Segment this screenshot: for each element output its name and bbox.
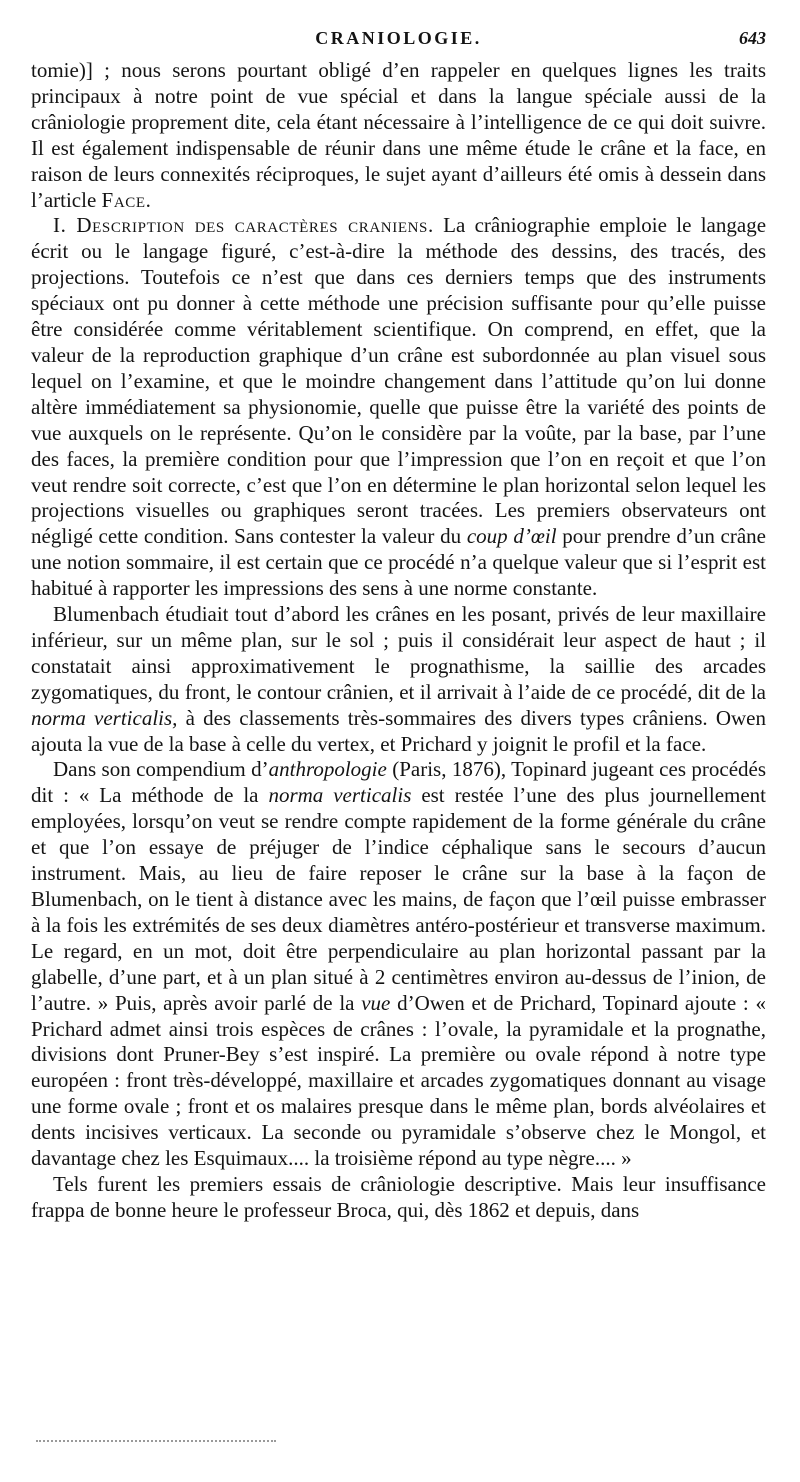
paragraph-broca [31,1172,766,1224]
paragraph-continuation [31,58,766,213]
paragraph-text: La crâniographie emploie le langage écrit ou le langage figuré, c’est-à-dire la méthode des dessins, des tracés, des projections. Toutefois ce n’est que dans ces derniers temps que des instruments spéciaux ont pu donner à cette méthode une précision suffisante pour qu’elle puisse être considérée comme véritablement scientifique. On comprend, en effet, que la valeur de la reproduction graphique d’un crâne est subordonnée au plan visuel sous lequel on l’examine, et que le moindre changement dans l’attitude qu’on lui donne altère immédiatement sa physionomie, quelle que puisse être la variété des points de vue auxquels on le représente. Qu’on le considère par la voûte, par la base, par l’une des faces, la première condition pour que l’impression que l’on en reçoit et que l’on veut rendre soit correcte, c’est que l’on en détermine le plan horizontal selon lequel les projections visuelles ou graphiques seront tracées. Les premiers observateurs ont négligé cette condition. Sans contester la valeur du [31,213,767,549]
body-text [31,58,766,1224]
emphasis-text: coup d’œil [466,524,557,549]
paragraph-text: pour prendre d’un crâne une notion sommaire, il est certain que ce procédé n’a quelque valeur que si l’esprit est habitué à rapporter les impressions des sens à une norme constante. [31,524,766,601]
running-header [31,28,766,58]
footer-rule [36,1440,276,1442]
paragraph-text: Dans son compendium d’ [53,757,269,782]
paragraph-text: tomie)] ; nous serons pourtant obligé d’en rappeler en quelques lignes les traits principaux à notre point de vue spécial et dans la langue spéciale aussi de la crâniologie proprement dite, cela étant nécessaire à l’intelligence de ce qui doit suivre. Il est également indispensable de réunir dans une même étude le crâne et la face, en raison de leurs connexités réciproques, le sujet ayant d’ailleurs été omis à dessein dans l’article [31,58,766,212]
emphasis-text: norma verticalis, [31,705,178,730]
section-heading: I. Description des caractères craniens. [53,213,434,238]
paragraph-text: à des classements très-sommaires des divers types crâniens. Owen ajouta la vue de la base à celle du vertex, et Prichard y joignit le profil et la face. [31,705,767,756]
page-number: 643 [739,28,766,48]
emphasis-text: norma verticalis [268,783,412,808]
punctuation: . [145,187,151,212]
emphasis-text: vue [361,990,391,1015]
paragraph-blumenbach [31,602,766,757]
paragraph-text: est restée l’une des plus journellement employées, lorsqu’on veut se rendre compte rapidement de la forme générale du crâne et que l’on essaye de préjuger de l’indice céphalique sans le secours d’aucun instrument. Mais, au lieu de faire reposer le crâne sur la base à la façon de Blumenbach, on le tient à distance avec les mains, de façon que l’œil puisse embrasser à la fois les extrémités de ses deux diamètres antéro-postérieur et transverse maximum. Le regard, en un mot, doit être perpendiculaire au plan horizontal passant par la glabelle, d’une part, et à un plan situé à 2 centimètres environ au-dessus de l’inion, de l’autre. » Puis, après avoir parlé de la [31,783,767,1015]
paragraph-text: Blumenbach étudiait tout d’abord les crânes en les posant, privés de leur maxillaire inférieur, sur un même plan, sur le sol ; puis il considérait leur aspect de haut ; il constatait ainsi approximativement le prognathisme, la saillie des arcades zygomatiques, du front, le contour crânien, et il arrivait à l’aide de ce procédé, dit de la [31,602,766,704]
paragraph-text: Tels furent les premiers essais de crâniologie descriptive. Mais leur insuffisance frappa de bonne heure le professeur Broca, qui, dès 1862 et depuis, dans [31,1171,766,1222]
paragraph-description [31,213,766,602]
article-reference: Face [101,187,146,212]
running-title: CRANIOLOGIE. [315,28,482,48]
paragraph-text: d’Owen et de Prichard, Topinard ajoute : « Prichard admet ainsi trois espèces de crânes : l’ovale, la pyramidale et la prognathe, divisions dont Pruner-Bey s’est inspiré. La première ou ovale répond à notre type européen : front très-développé, maxillaire et arcades zygomatiques donnant au visage une forme ovale ; front et os malaires presque dans le même plan, bords alvéolaires et dents incisives verticaux. La seconde ou pyramidale s’observe chez le Mongol, et davantage chez les Esquimaux.... la troisième répond au type nègre.... » [31,990,766,1171]
paragraph-topinard [31,757,766,1172]
emphasis-text: anthropologie [268,757,387,782]
paragraph-text: (Paris, 1876), Topinard jugeant ces procédés dit : « La méthode de la [31,757,767,808]
